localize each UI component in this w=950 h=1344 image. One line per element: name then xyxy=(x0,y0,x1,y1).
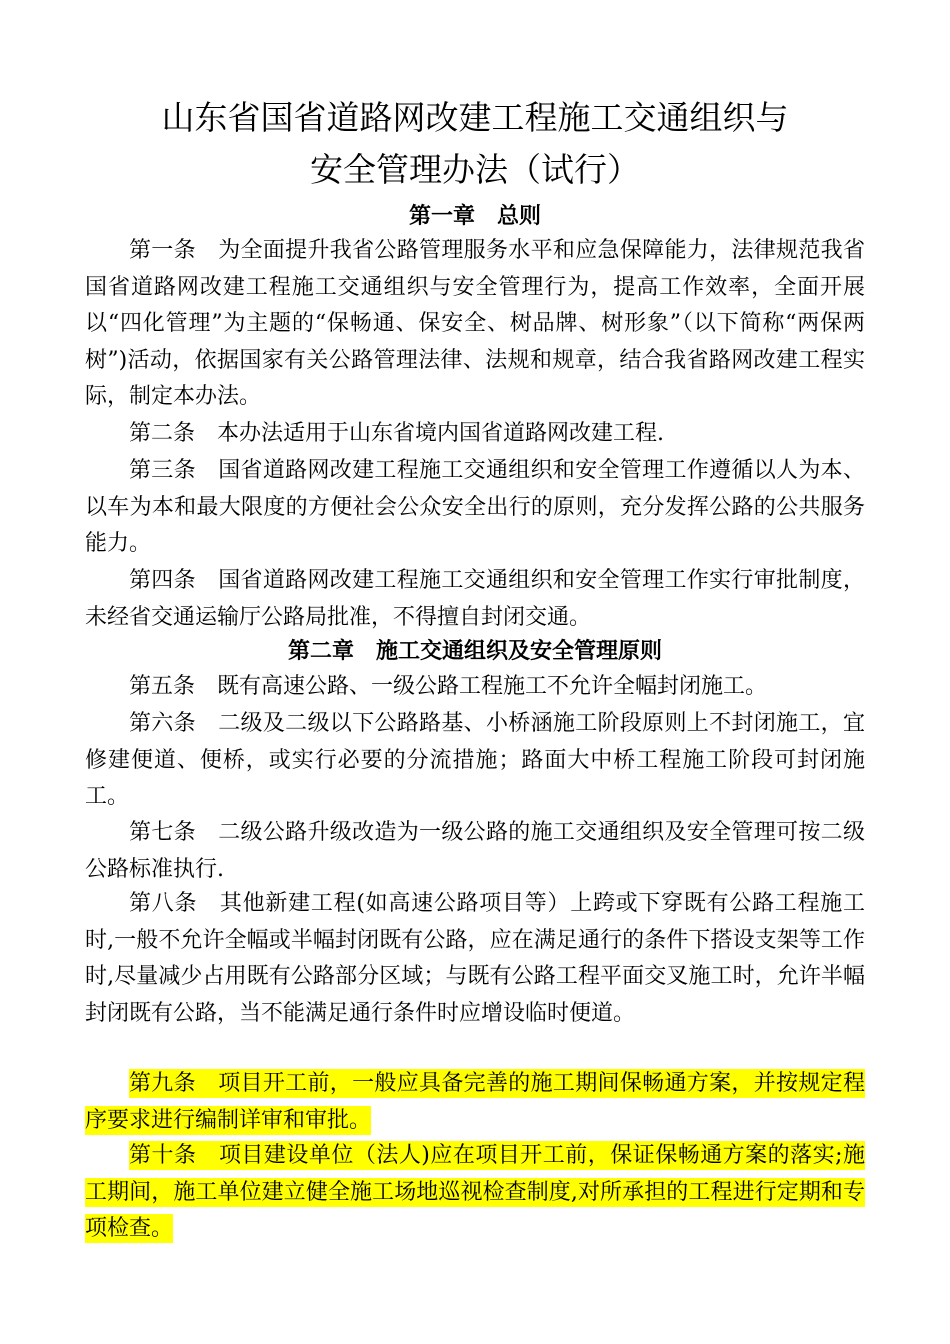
document-title-line-2: 安全管理办法（试行） xyxy=(310,150,640,189)
article-2: 第二条 本办法适用于山东省境内国省道路网改建工程. xyxy=(129,421,664,446)
article-8: 第八条 其他新建工程(如高速公路项目等）上跨或下穿既有公路工程施工时,一般不允许全幅或半幅封闭既有公路，应在满足通行的条件下搭设支架等工作时,尽量减少占用既有公路部分区域；与既有公路工程平面交叉施工时，允许半幅封闭既有公路，当不能满足通行条件时应增设临时便道。 xyxy=(85,891,865,1026)
highlight-mark-9: 第九条 项目开工前，一般应具备完善的施工期间保畅通方案，并按规定程序要求进行编制详审和审批。 xyxy=(85,1071,865,1133)
article-4: 第四条 国省道路网改建工程施工交通组织和安全管理工作实行审批制度，未经省交通运输厅公路局批准，不得擅自封闭交通。 xyxy=(85,568,865,630)
article-9-highlighted xyxy=(85,1066,865,1139)
document-title-line-1: 山东省国省道路网改建工程施工交通组织与 xyxy=(161,98,789,137)
article-10-highlighted xyxy=(85,1138,865,1248)
highlight-mark-10: 第十条 项目建设单位（法人)应在项目开工前，保证保畅通方案的落实;施工期间，施工单位建立健全施工场地巡视检查制度,对所承担的工程进行定期和专项检查。 xyxy=(85,1143,865,1241)
article-6: 第六条 二级及二级以下公路路基、小桥涵施工阶段原则上不封闭施工，宜修建便道、便桥，或实行必要的分流措施；路面大中桥工程施工阶段可封闭施工。 xyxy=(85,711,865,809)
article-1: 第一条 为全面提升我省公路管理服务水平和应急保障能力，法律规范我省国省道路网改建工程施工交通组织与安全管理行为，提高工作效率，全面开展以“四化管理”为主题的“保畅通、保安全、树品牌、树形象”（以下简称“两保两树”)活动，依据国家有关公路管理法律、法规和规章，结合我省路网改建工程实际，制定本办法。 xyxy=(85,238,865,409)
article-3: 第三条 国省道路网改建工程施工交通组织和安全管理工作遵循以人为本、以车为本和最大限度的方便社会公众安全出行的原则，充分发挥公路的公共服务能力。 xyxy=(85,458,865,556)
chapter-heading-2: 第二章 施工交通组织及安全管理原则 xyxy=(287,638,662,664)
article-7: 第七条 二级公路升级改造为一级公路的施工交通组织及安全管理可按二级公路标准执行. xyxy=(85,820,865,882)
article-5: 第五条 既有高速公路、一级公路工程施工不允许全幅封闭施工。 xyxy=(129,674,768,699)
chapter-heading-1: 第一章 总则 xyxy=(408,203,541,229)
